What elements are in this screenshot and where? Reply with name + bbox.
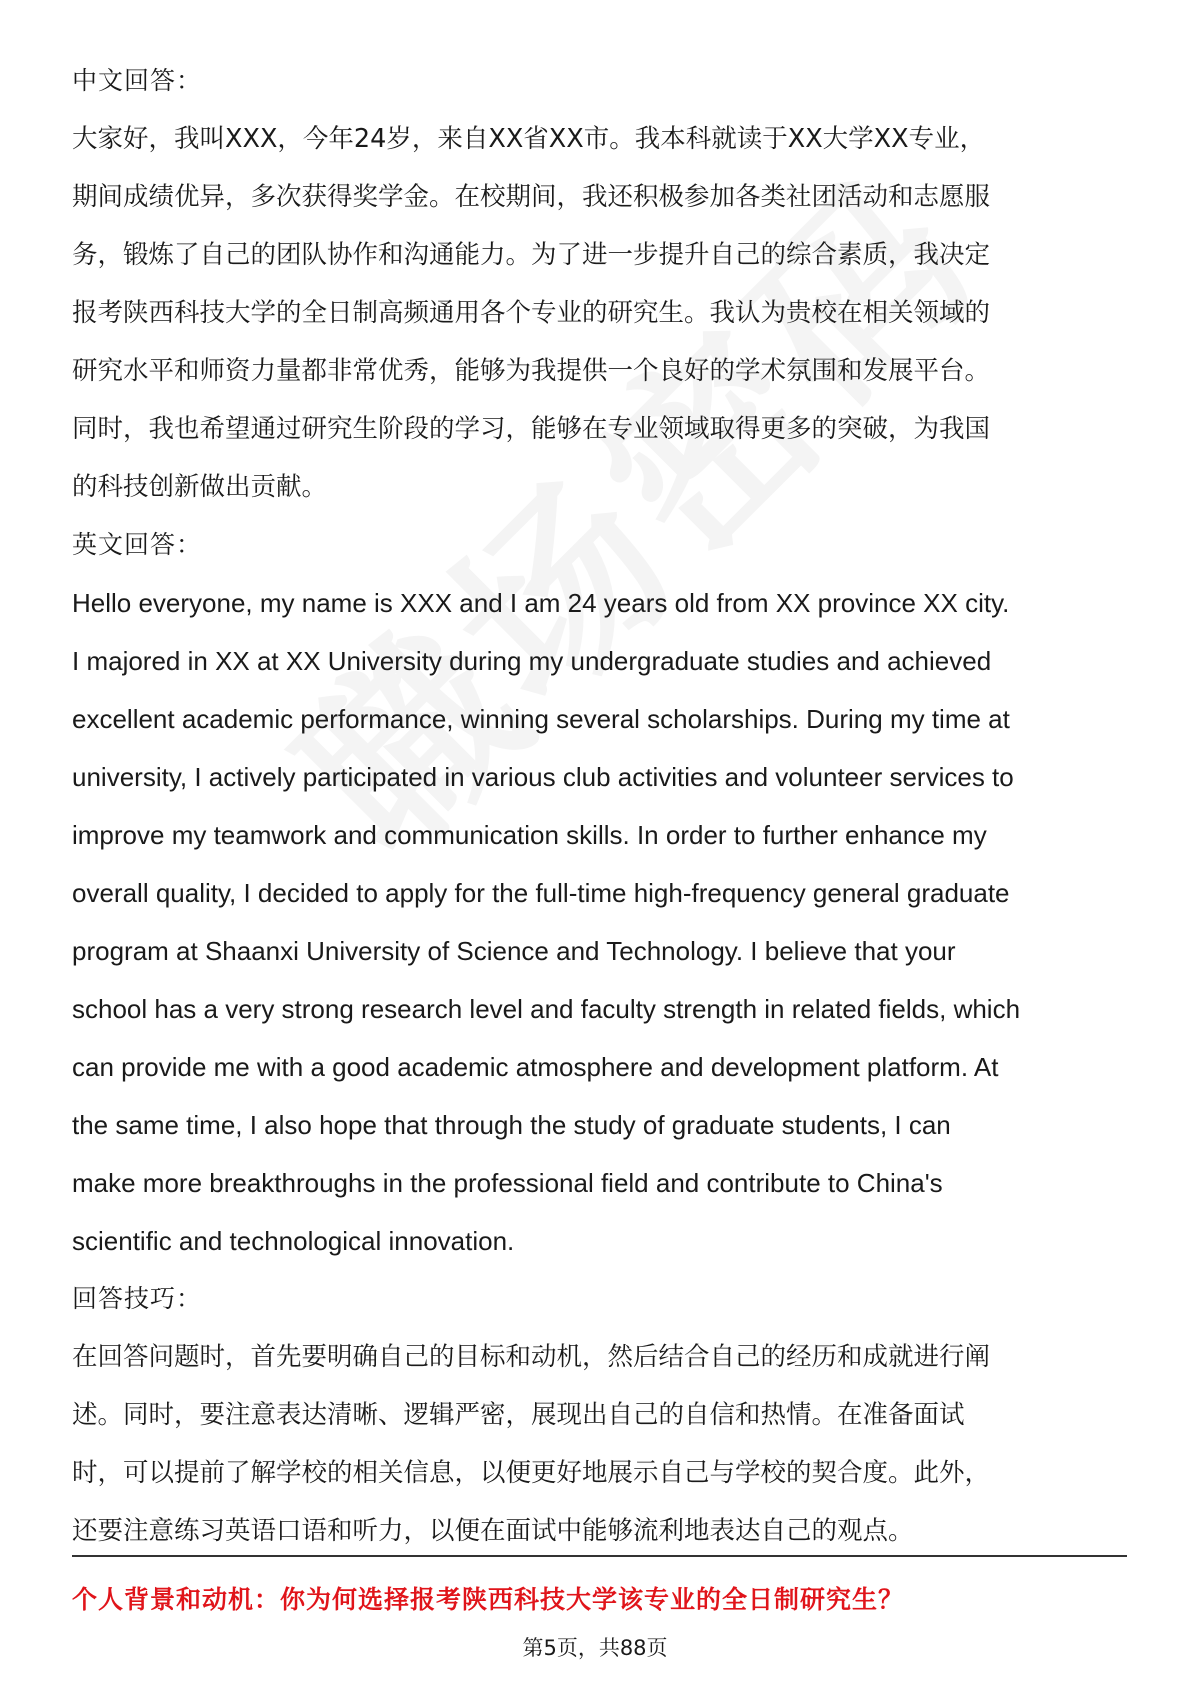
page-content xyxy=(72,52,1132,1560)
english-answer-line: program at Shaanxi University of Science and Technology. I believe that your xyxy=(72,936,956,966)
tips-line: 还要注意练习英语口语和听力，以便在面试中能够流利地表达自己的观点。 xyxy=(72,1516,914,1546)
chinese-answer-line: 研究水平和师资力量都非常优秀，能够为我提供一个良好的学术氛围和发展平台。 xyxy=(72,356,991,386)
english-answer-line: overall quality, I decided to apply for the full-time high-frequency general graduate xyxy=(72,878,1010,908)
chinese-answer-paragraph xyxy=(72,110,1132,516)
chinese-answer-line: 务，锻炼了自己的团队协作和沟通能力。为了进一步提升自己的综合素质，我决定 xyxy=(72,240,991,270)
english-answer-line: excellent academic performance, winning several scholarships. During my time at xyxy=(72,704,1010,734)
english-answer-line: university, I actively participated in various club activities and volunteer services to xyxy=(72,762,1014,792)
tips-line: 在回答问题时，首先要明确自己的目标和动机，然后结合自己的经历和成就进行阐 xyxy=(72,1342,991,1372)
chinese-answer-line: 同时，我也希望通过研究生阶段的学习，能够在专业领域取得更多的突破，为我国 xyxy=(72,414,991,444)
next-question-title: 个人背景和动机：你为何选择报考陕西科技大学该专业的全日制研究生？ xyxy=(72,1585,905,1614)
english-answer-line: can provide me with a good academic atmosphere and development platform. At xyxy=(72,1052,999,1082)
tips-line: 时，可以提前了解学校的相关信息，以便更好地展示自己与学校的契合度。此外， xyxy=(72,1458,991,1488)
english-answer-line: school has a very strong research level and faculty strength in related fields, which xyxy=(72,994,1021,1024)
tips-line: 述。同时，要注意表达清晰、逻辑严密，展现出自己的自信和热情。在准备面试 xyxy=(72,1400,965,1430)
page-number-footer: 第5页，共88页 xyxy=(522,1636,668,1660)
chinese-answer-line: 的科技创新做出贡献。 xyxy=(72,472,328,502)
english-answer-paragraph xyxy=(72,574,1132,1270)
chinese-answer-heading: 中文回答： xyxy=(72,66,203,95)
section-divider xyxy=(72,1555,1127,1557)
english-answer-line: scientific and technological innovation. xyxy=(72,1226,515,1256)
tips-heading: 回答技巧： xyxy=(72,1284,203,1313)
chinese-answer-line: 大家好，我叫XXX，今年24岁，来自XX省XX市。我本科就读于XX大学XX专业， xyxy=(72,124,986,154)
english-answer-line: I majored in XX at XX University during my undergraduate studies and achieved xyxy=(72,646,992,676)
english-answer-line: make more breakthroughs in the professional field and contribute to China's xyxy=(72,1168,943,1198)
chinese-answer-line: 期间成绩优异，多次获得奖学金。在校期间，我还积极参加各类社团活动和志愿服 xyxy=(72,182,991,212)
english-answer-heading: 英文回答： xyxy=(72,530,203,559)
chinese-answer-line: 报考陕西科技大学的全日制高频通用各个专业的研究生。我认为贵校在相关领域的 xyxy=(72,298,991,328)
english-answer-line: improve my teamwork and communication skills. In order to further enhance my xyxy=(72,820,987,850)
english-answer-line: Hello everyone, my name is XXX and I am 24 years old from XX province XX city. xyxy=(72,588,1010,618)
english-answer-line: the same time, I also hope that through the study of graduate students, I can xyxy=(72,1110,951,1140)
tips-paragraph xyxy=(72,1328,1132,1560)
